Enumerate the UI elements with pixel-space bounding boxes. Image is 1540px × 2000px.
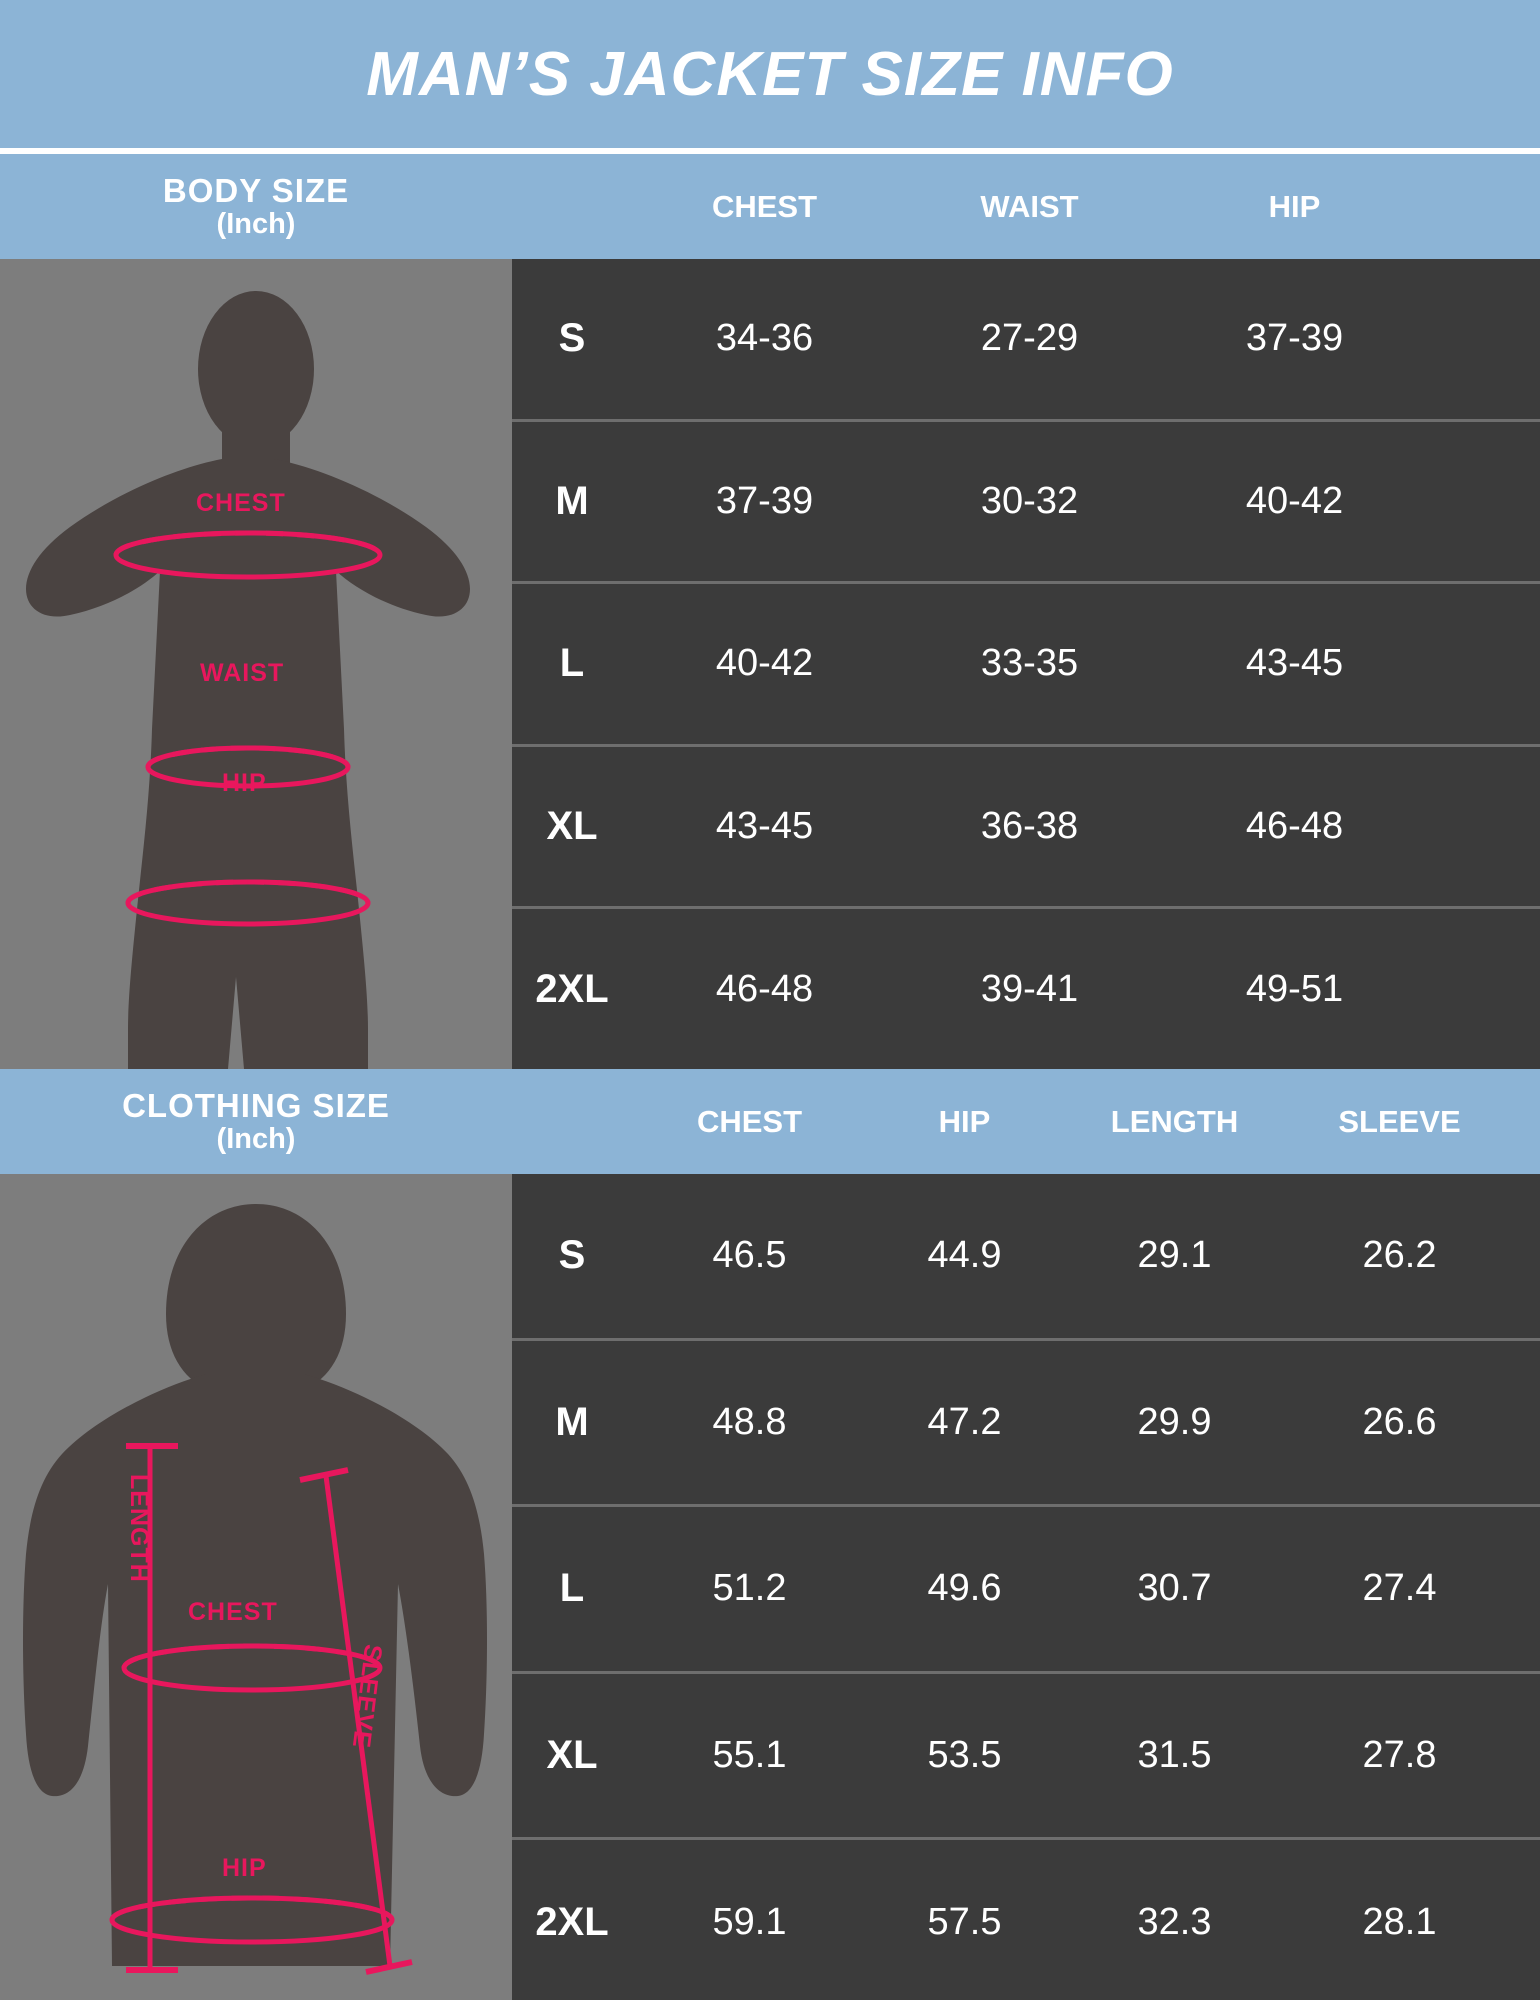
body-row-waist: 33-35 xyxy=(980,642,1079,685)
clothing-row-sleeve: 27.8 xyxy=(1362,1734,1437,1777)
clothing-size-header-label xyxy=(0,1069,512,1174)
clothing-size-table xyxy=(512,1174,1540,2000)
page-title: MAN’S JACKET SIZE INFO xyxy=(366,39,1174,109)
clothing-row-length: 30.7 xyxy=(1137,1567,1212,1610)
table-row xyxy=(512,1507,1540,1674)
body-row-hip: 49-51 xyxy=(1245,967,1344,1010)
table-row xyxy=(512,422,1540,585)
body-col-header-waist: WAIST xyxy=(980,188,1079,224)
clothing-row-chest: 55.1 xyxy=(712,1734,787,1777)
figure-label-chest-jacket: CHEST xyxy=(188,1598,278,1626)
clothing-col-header-length: LENGTH xyxy=(1110,1103,1239,1139)
table-row xyxy=(512,1674,1540,1841)
jacket-figure-pane xyxy=(0,1174,512,2000)
figure-label-waist: WAIST xyxy=(200,659,285,687)
clothing-row-length: 32.3 xyxy=(1137,1900,1212,1943)
table-row xyxy=(512,909,1540,1069)
clothing-size-column-headers xyxy=(512,1069,1540,1174)
figure-label-length: LENGTH xyxy=(125,1474,153,1583)
body-row-size: S xyxy=(558,316,586,361)
body-size-section xyxy=(0,259,1540,1069)
body-size-header xyxy=(0,154,1540,259)
clothing-row-sleeve: 28.1 xyxy=(1362,1900,1437,1943)
clothing-row-length: 31.5 xyxy=(1137,1734,1212,1777)
body-size-column-headers xyxy=(512,154,1540,259)
clothing-row-size: 2XL xyxy=(535,1899,609,1944)
clothing-size-header-line1: CLOTHING SIZE xyxy=(122,1086,390,1124)
body-row-hip: 43-45 xyxy=(1245,642,1344,685)
body-row-hip: 40-42 xyxy=(1245,479,1344,522)
body-row-size: 2XL xyxy=(535,966,609,1011)
clothing-row-chest: 48.8 xyxy=(712,1400,787,1443)
clothing-row-sleeve: 26.2 xyxy=(1362,1234,1437,1277)
table-row xyxy=(512,584,1540,747)
clothing-row-hip: 49.6 xyxy=(927,1567,1002,1610)
clothing-row-length: 29.9 xyxy=(1137,1400,1212,1443)
table-row xyxy=(512,1840,1540,2000)
body-size-table xyxy=(512,259,1540,1069)
table-row xyxy=(512,1174,1540,1341)
body-row-hip: 46-48 xyxy=(1245,805,1344,848)
table-row xyxy=(512,747,1540,910)
clothing-row-sleeve: 27.4 xyxy=(1362,1567,1437,1610)
body-row-size: XL xyxy=(546,804,598,849)
body-figure-pane xyxy=(0,259,512,1069)
clothing-row-size: S xyxy=(558,1233,586,1278)
clothing-size-header-line2: (Inch) xyxy=(216,1122,296,1155)
clothing-row-chest: 46.5 xyxy=(712,1234,787,1277)
figure-label-sleeve: SLEEVE xyxy=(346,1642,388,1751)
clothing-row-chest: 51.2 xyxy=(712,1567,787,1610)
figure-label-hip-jacket: HIP xyxy=(222,1854,267,1882)
body-row-chest: 34-36 xyxy=(715,317,814,360)
body-row-waist: 27-29 xyxy=(980,317,1079,360)
clothing-row-hip: 53.5 xyxy=(927,1734,1002,1777)
body-row-size: L xyxy=(559,641,585,686)
body-size-header-line2: (Inch) xyxy=(216,207,296,240)
clothing-row-length: 29.1 xyxy=(1137,1234,1212,1277)
body-row-chest: 43-45 xyxy=(715,805,814,848)
clothing-size-header xyxy=(0,1069,1540,1174)
clothing-row-size: XL xyxy=(546,1733,598,1778)
clothing-row-hip: 47.2 xyxy=(927,1400,1002,1443)
body-size-header-label xyxy=(0,154,512,259)
clothing-col-header-hip: HIP xyxy=(938,1103,991,1139)
clothing-col-header-chest: CHEST xyxy=(696,1103,803,1139)
body-size-header-line1: BODY SIZE xyxy=(162,171,350,209)
figure-label-chest: CHEST xyxy=(196,489,286,517)
page-title-bar xyxy=(0,0,1540,148)
body-col-header-chest: CHEST xyxy=(711,188,818,224)
body-row-chest: 37-39 xyxy=(715,479,814,522)
body-row-waist: 30-32 xyxy=(980,479,1079,522)
clothing-row-size: L xyxy=(559,1566,585,1611)
clothing-col-header-sleeve: SLEEVE xyxy=(1338,1103,1461,1139)
body-row-chest: 46-48 xyxy=(715,967,814,1010)
clothing-row-chest: 59.1 xyxy=(712,1900,787,1943)
body-col-header-hip: HIP xyxy=(1268,188,1321,224)
table-row xyxy=(512,259,1540,422)
clothing-size-section xyxy=(0,1174,1540,2000)
body-row-size: M xyxy=(555,478,589,523)
body-row-hip: 37-39 xyxy=(1245,317,1344,360)
clothing-row-sleeve: 26.6 xyxy=(1362,1400,1437,1443)
clothing-row-hip: 44.9 xyxy=(927,1234,1002,1277)
body-row-waist: 39-41 xyxy=(980,967,1079,1010)
figure-label-hip: HIP xyxy=(222,769,267,797)
body-row-waist: 36-38 xyxy=(980,805,1079,848)
table-row xyxy=(512,1341,1540,1508)
body-row-chest: 40-42 xyxy=(715,642,814,685)
clothing-row-hip: 57.5 xyxy=(927,1900,1002,1943)
clothing-row-size: M xyxy=(555,1399,589,1444)
